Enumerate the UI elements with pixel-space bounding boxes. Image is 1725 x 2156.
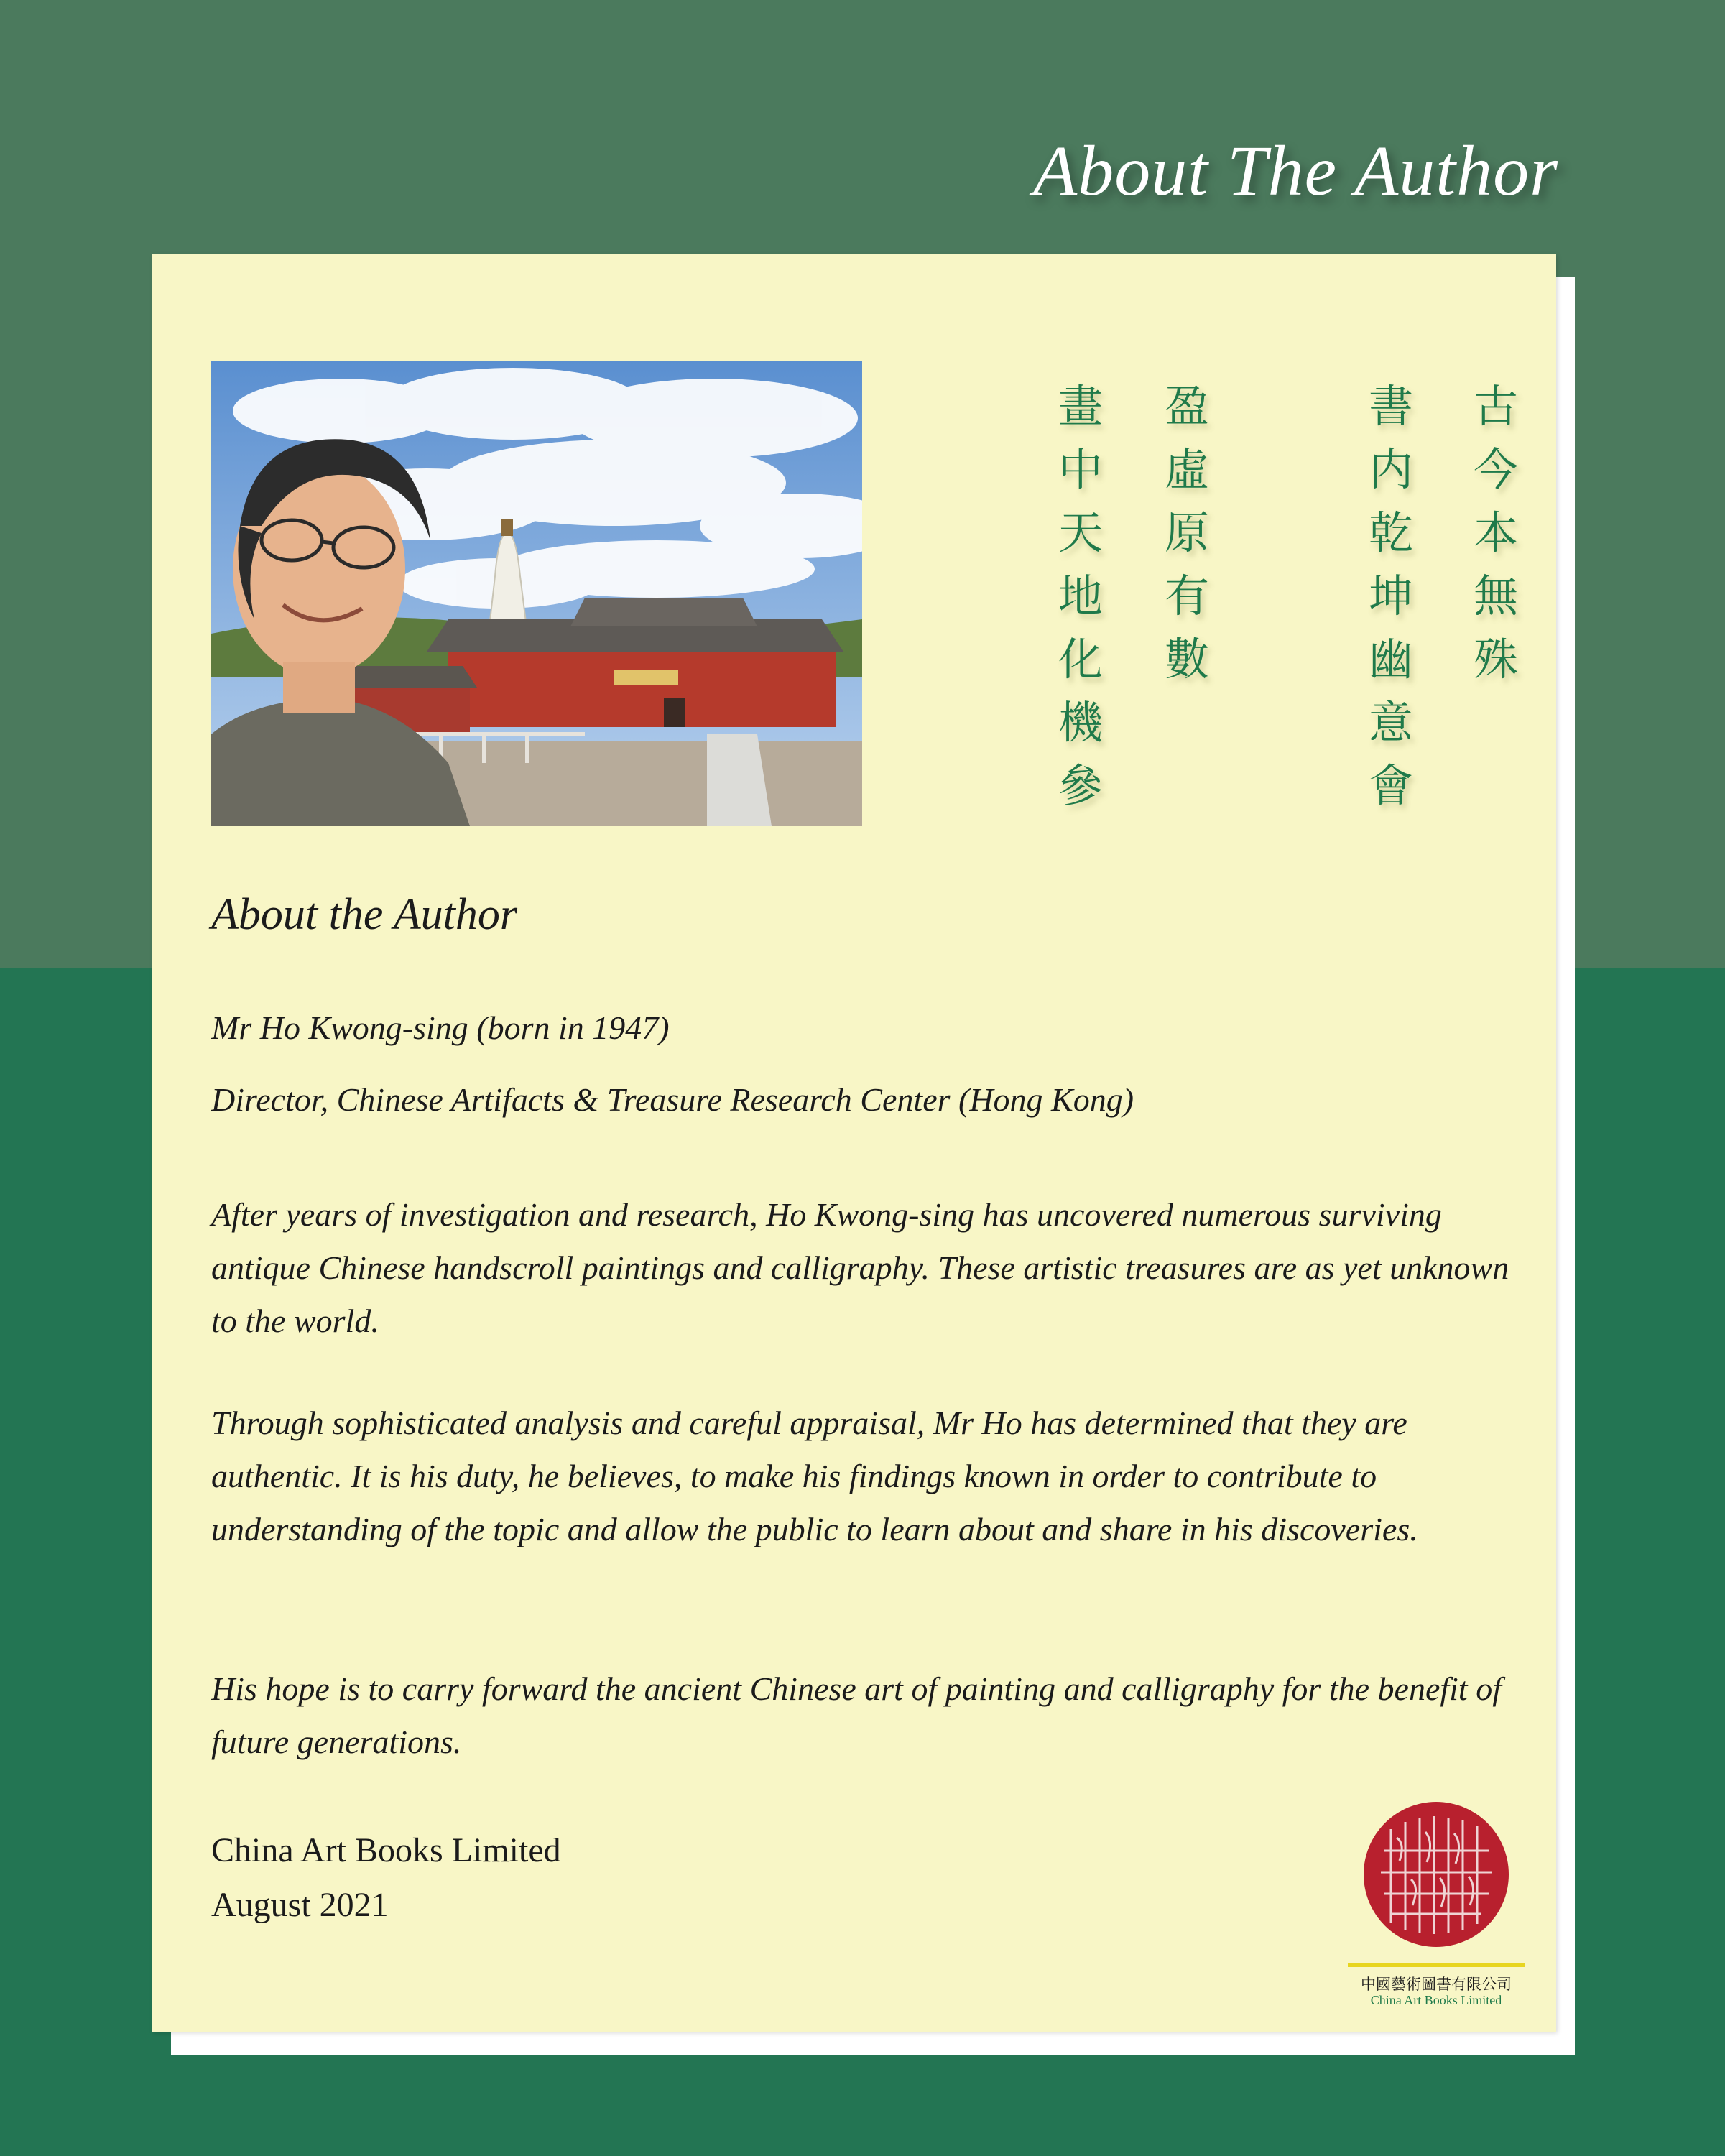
poem-char: 化 xyxy=(1058,633,1103,685)
poem-char: 書 xyxy=(1368,380,1413,432)
publisher-seal xyxy=(1362,1800,1510,1948)
poem-char: 無 xyxy=(1473,570,1518,622)
poem-char: 坤 xyxy=(1368,570,1413,622)
poem-char: 乾 xyxy=(1368,506,1413,559)
publisher-name: China Art Books Limited xyxy=(211,1831,561,1869)
poem-char: 幽 xyxy=(1368,633,1413,685)
author-photo xyxy=(211,361,862,826)
publisher-block xyxy=(211,1823,561,1933)
poem-char: 數 xyxy=(1164,633,1209,685)
poem-char: 内 xyxy=(1368,443,1413,496)
seal-icon xyxy=(1362,1800,1510,1948)
poem-column-1 xyxy=(1467,375,1525,691)
poem-char: 參 xyxy=(1058,759,1103,812)
seal-chinese-name: 中國藝術圖書有限公司 xyxy=(1361,1976,1512,1993)
poem-char: 原 xyxy=(1164,506,1209,559)
bio-paragraph-1: After years of investigation and research, Ho Kwong-sing has uncovered numerous surviving antique Chinese handscroll paintings and calligraphy. These artistic treasures are as yet unknown to the world. xyxy=(211,1196,1509,1339)
poem-char: 會 xyxy=(1368,759,1413,812)
poem-column-4 xyxy=(1052,375,1109,818)
poem-char: 意 xyxy=(1368,696,1413,749)
poem-char: 盈 xyxy=(1164,380,1209,432)
poem-char: 機 xyxy=(1058,696,1103,749)
author-photo-illustration xyxy=(211,361,862,826)
poem-char: 畫 xyxy=(1058,380,1103,432)
seal-english-name: China Art Books Limited xyxy=(1370,1993,1502,2007)
bio-paragraph-3: His hope is to carry forward the ancient Chinese art of painting and calligraphy for the benefit of future generations. xyxy=(211,1670,1502,1760)
poem-char: 今 xyxy=(1473,443,1518,496)
publication-date: August 2021 xyxy=(211,1886,389,1924)
seal-divider xyxy=(1348,1963,1525,1967)
author-name: Mr Ho Kwong-sing (born in 1947) xyxy=(211,1009,670,1046)
poem-char: 有 xyxy=(1164,570,1209,622)
poem-char: 本 xyxy=(1473,506,1518,559)
poem-char: 古 xyxy=(1473,380,1518,432)
poem-char: 地 xyxy=(1058,570,1103,622)
author-title: Director, Chinese Artifacts & Treasure Research Center (Hong Kong) xyxy=(211,1081,1134,1118)
poem-char: 中 xyxy=(1058,443,1103,496)
author-card xyxy=(152,254,1556,2032)
bio-heading: About the Author xyxy=(211,890,517,939)
page-title: About The Author xyxy=(1033,131,1558,210)
poem-char: 殊 xyxy=(1473,633,1518,685)
poem-char: 虛 xyxy=(1164,443,1209,496)
poem-column-2 xyxy=(1362,375,1420,818)
poem-char: 天 xyxy=(1058,506,1103,559)
poem-column-3 xyxy=(1158,375,1216,691)
bio-paragraph-2: Through sophisticated analysis and careful appraisal, Mr Ho has determined that they are authentic. It is his duty, he believes, to make his findings known in order to contribute to understanding of the topic and allow the public to learn about and share in his discoveries. xyxy=(211,1405,1418,1547)
